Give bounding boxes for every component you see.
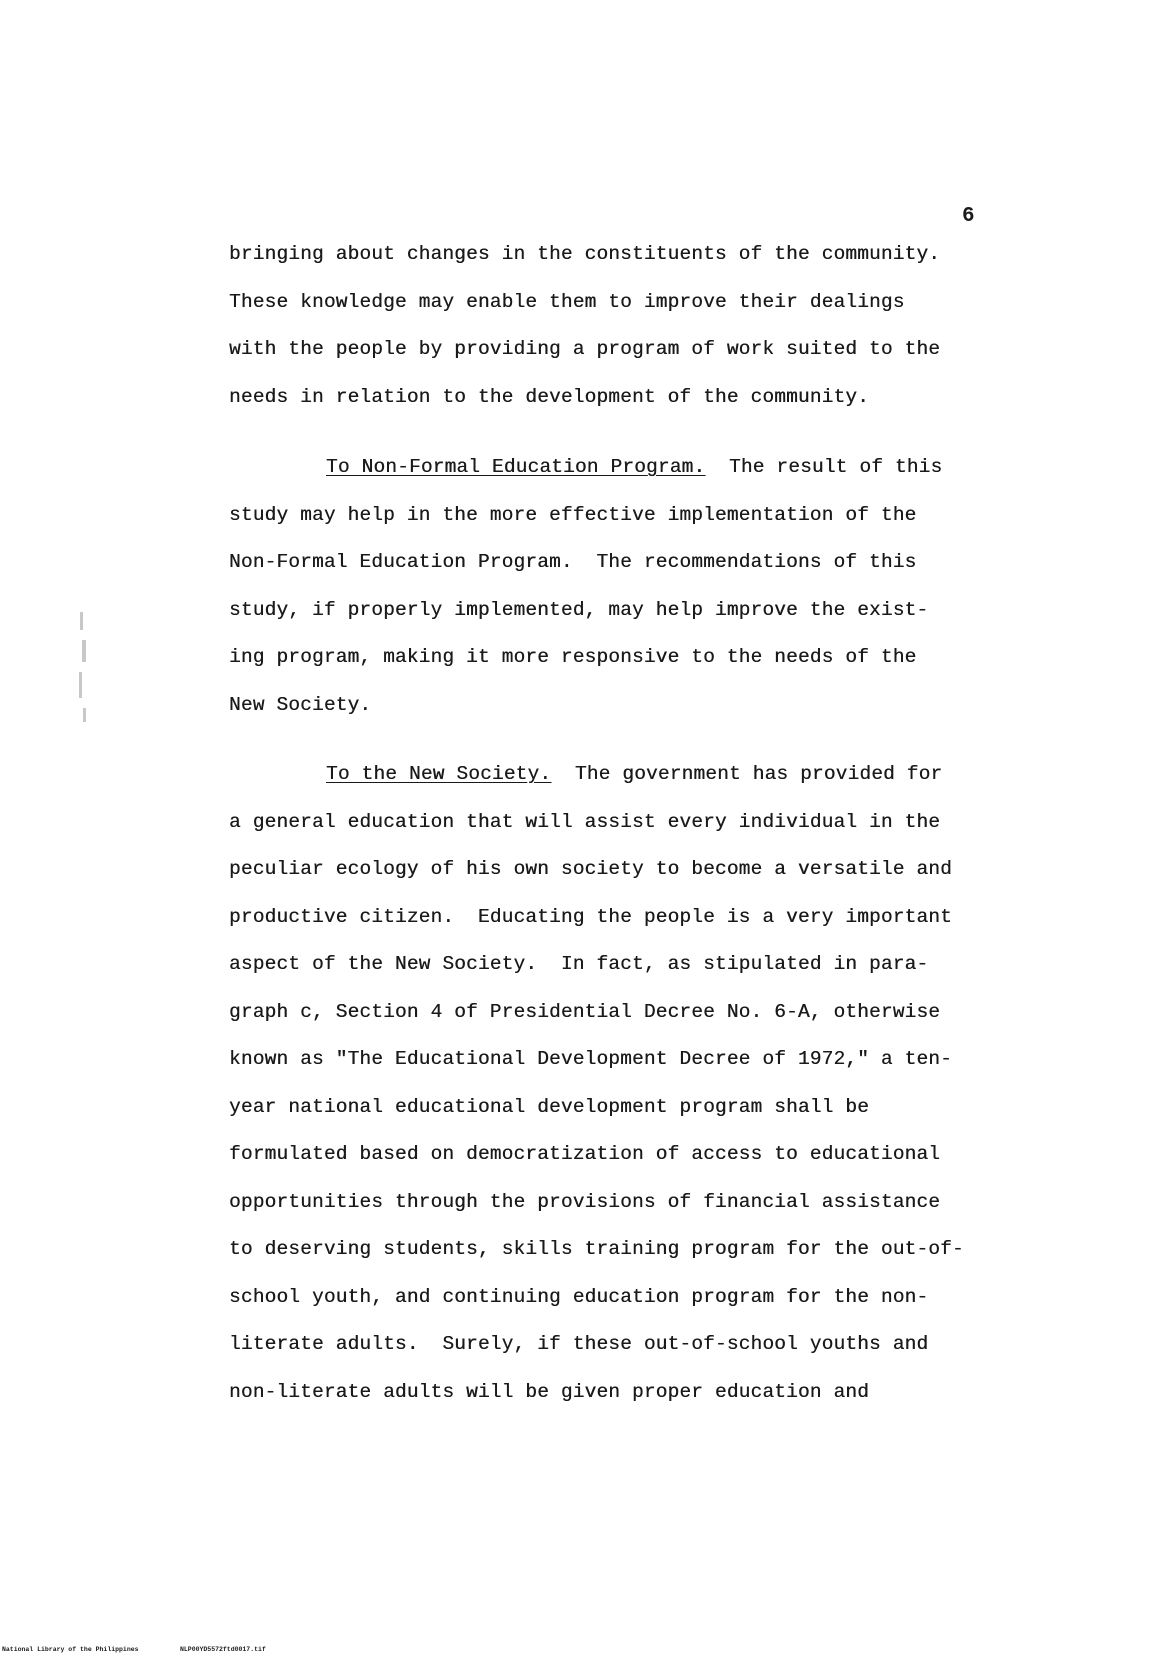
scan-artifact: [79, 672, 82, 698]
text-line: year national educational development program shall be: [229, 1095, 870, 1118]
scan-artifact: [82, 640, 86, 662]
text-line: study may help in the more effective implementation of the: [229, 503, 917, 526]
paragraph-non-formal-education: [229, 444, 989, 729]
text-line: aspect of the New Society. In fact, as stipulated in para-: [229, 953, 929, 975]
text-line: formulated based on democratization of access to educational: [229, 1143, 941, 1165]
paragraph-first-line: [229, 751, 989, 799]
text-fragment: The government has provided for: [551, 763, 943, 785]
text-line: school youth, and continuing education program for the non-: [229, 1285, 929, 1308]
text-line: New Society.: [229, 693, 372, 716]
text-line: graph c, Section 4 of Presidential Decree No. 6-A, otherwise: [229, 1000, 941, 1023]
text-line: bringing about changes in the constituents of the community.: [229, 243, 941, 265]
section-heading-non-formal-education: To Non-Formal Education Program.: [326, 456, 706, 478]
text-line: productive citizen. Educating the people is a very important: [229, 905, 952, 928]
paragraph-community: [229, 231, 989, 421]
text-line: needs in relation to the development of the community.: [229, 385, 870, 408]
text-line: with the people by providing a program of work suited to the: [229, 338, 941, 360]
footer-file-name: NLP00YD5572ftd0017.tif: [180, 1646, 266, 1653]
text-line: a general education that will assist every individual in the: [229, 810, 941, 833]
text-line: known as "The Educational Development Decree of 1972," a ten-: [229, 1048, 952, 1070]
text-line: Non-Formal Education Program. The recommendations of this: [229, 551, 917, 573]
footer-library-credit: National Library of the Philippines: [2, 1646, 139, 1653]
text-line: study, if properly implemented, may help improve the exist-: [229, 598, 929, 621]
text-line: opportunities through the provisions of financial assistance: [229, 1190, 941, 1213]
page-number: 6: [962, 205, 975, 228]
scan-artifact: [83, 708, 86, 722]
text-line: ing program, making it more responsive to the needs of the: [229, 646, 917, 668]
text-fragment: The result of this: [705, 456, 943, 478]
text-line: to deserving students, skills training program for the out-of-: [229, 1238, 964, 1260]
text-line: peculiar ecology of his own society to become a versatile and: [229, 858, 952, 880]
section-heading-new-society: To the New Society.: [326, 763, 552, 785]
text-line: literate adults. Surely, if these out-of-school youths and: [229, 1333, 929, 1355]
paragraph-first-line: [229, 444, 989, 492]
scan-artifact: [80, 612, 83, 630]
paragraph-new-society: [229, 751, 989, 1416]
text-line: non-literate adults will be given proper education and: [229, 1380, 870, 1403]
text-line: These knowledge may enable them to improve their dealings: [229, 290, 905, 313]
